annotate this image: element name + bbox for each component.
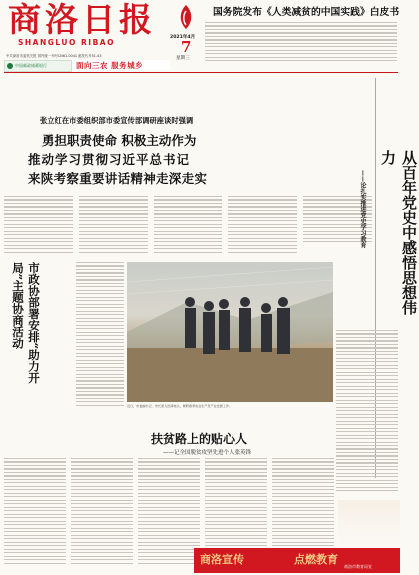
lead-headline-line-3: 来陕考察重要讲话精神走深走实 [28, 171, 208, 186]
slogan-bar [72, 60, 170, 70]
issue-info-line: 中共商洛市委机关报 国内统一刊号CN61-0041 邮发代号51-43 [6, 54, 102, 58]
bottom-banner-sub: 商洛市教育局宣 [344, 564, 372, 569]
bank-ad [4, 60, 72, 72]
lead-headline-line-2: 推动学习贯彻习近平总书记 [28, 152, 191, 167]
photo-caption: 近日，市委副书记、市长深入田间地头，调研春季农业生产及产业发展工作。 [127, 404, 233, 408]
masthead-logo-icon [176, 4, 196, 30]
issue-date-day: 7 [181, 38, 192, 56]
bank-name: 中国邮政储蓄银行 [15, 63, 47, 68]
right-column-headline: 从百年党史中感悟思想伟力 [379, 150, 418, 315]
lead-body [4, 196, 372, 256]
lead-headline-line-1: 勇担职责使命 积极主动作为 [42, 133, 197, 148]
bottom-banner-left: 商洛宣传 [200, 553, 244, 566]
right-column-body [336, 330, 398, 495]
newspaper-title: 商洛日报 [8, 0, 156, 39]
left-feature-headline: 市政协部署安排“助力开局”主题协商活动 [11, 262, 41, 384]
left-feature-body [76, 262, 124, 410]
top-headline: 国务院发布《人类减贫的中国实践》白皮书 [213, 7, 400, 18]
issue-date-yearmonth: 2021年4月 [170, 35, 196, 40]
bottom-banner-right: 点燃教育 [294, 553, 338, 566]
story2-subtitle: ——记全国脱贫攻坚先进个人张英锋 [163, 450, 252, 456]
bank-logo-icon [7, 63, 13, 69]
lead-kicker: 张立红在市委组织部市委宣传部调研座谈时强调 [40, 116, 194, 125]
issue-weekday: 星期三 [176, 56, 190, 61]
lead-photo [127, 262, 333, 402]
newspaper-pinyin: SHANGLUO RIBAO [18, 38, 115, 47]
slogan-text: 面向三农 服务城乡 [76, 61, 144, 70]
right-column-subtitle: ——论扎实推进党史学习教育 [359, 170, 366, 248]
story2-headline: 扶贫路上的贴心人 [151, 432, 248, 446]
top-story-body [205, 22, 397, 66]
masthead-rule [4, 72, 398, 73]
bottom-banner [194, 548, 400, 573]
